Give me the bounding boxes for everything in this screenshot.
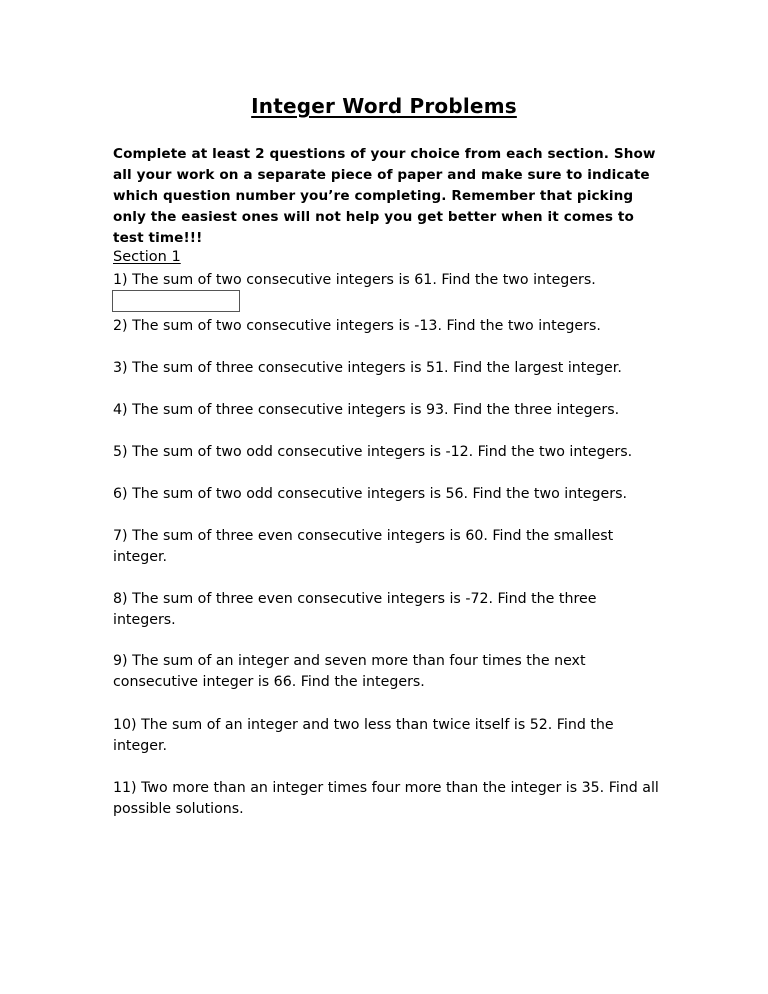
- question-6: 6) The sum of two odd consecutive integers is 56. Find the two integers.: [113, 486, 627, 502]
- question-11: 11) Two more than an integer times four more than the integer is 35. Find all possible solutions.: [113, 780, 659, 817]
- question-4: 4) The sum of three consecutive integers is 93. Find the three integers.: [113, 402, 620, 418]
- instructions-paragraph: Complete at least 2 questions of your choice from each section. Show all your work on a separate piece of paper and make sure to indicate which question number you’re completing. Remember that picking only the easiest ones will not help you get better when it comes to test time!!!: [113, 146, 656, 246]
- question-10: 10) The sum of an integer and two less than twice itself is 52. Find the integer.: [113, 717, 614, 754]
- question-5: 5) The sum of two odd consecutive integers is -12. Find the two integers.: [113, 444, 633, 460]
- question-1: 1) The sum of two consecutive integers is 61. Find the two integers.: [113, 272, 596, 288]
- answer-input-box[interactable]: [112, 290, 240, 312]
- question-7: 7) The sum of three even consecutive integers is 60. Find the smallest integer.: [113, 528, 614, 565]
- question-3: 3) The sum of three consecutive integers is 51. Find the largest integer.: [113, 360, 622, 376]
- question-8: 8) The sum of three even consecutive integers is -72. Find the three integers.: [113, 591, 597, 628]
- question-2: 2) The sum of two consecutive integers is -13. Find the two integers.: [113, 318, 601, 334]
- section-heading: Section 1: [113, 249, 181, 265]
- question-9: 9) The sum of an integer and seven more than four times the next consecutive integer is 66. Find the integers.: [113, 653, 586, 690]
- page-title: Integer Word Problems: [251, 94, 517, 118]
